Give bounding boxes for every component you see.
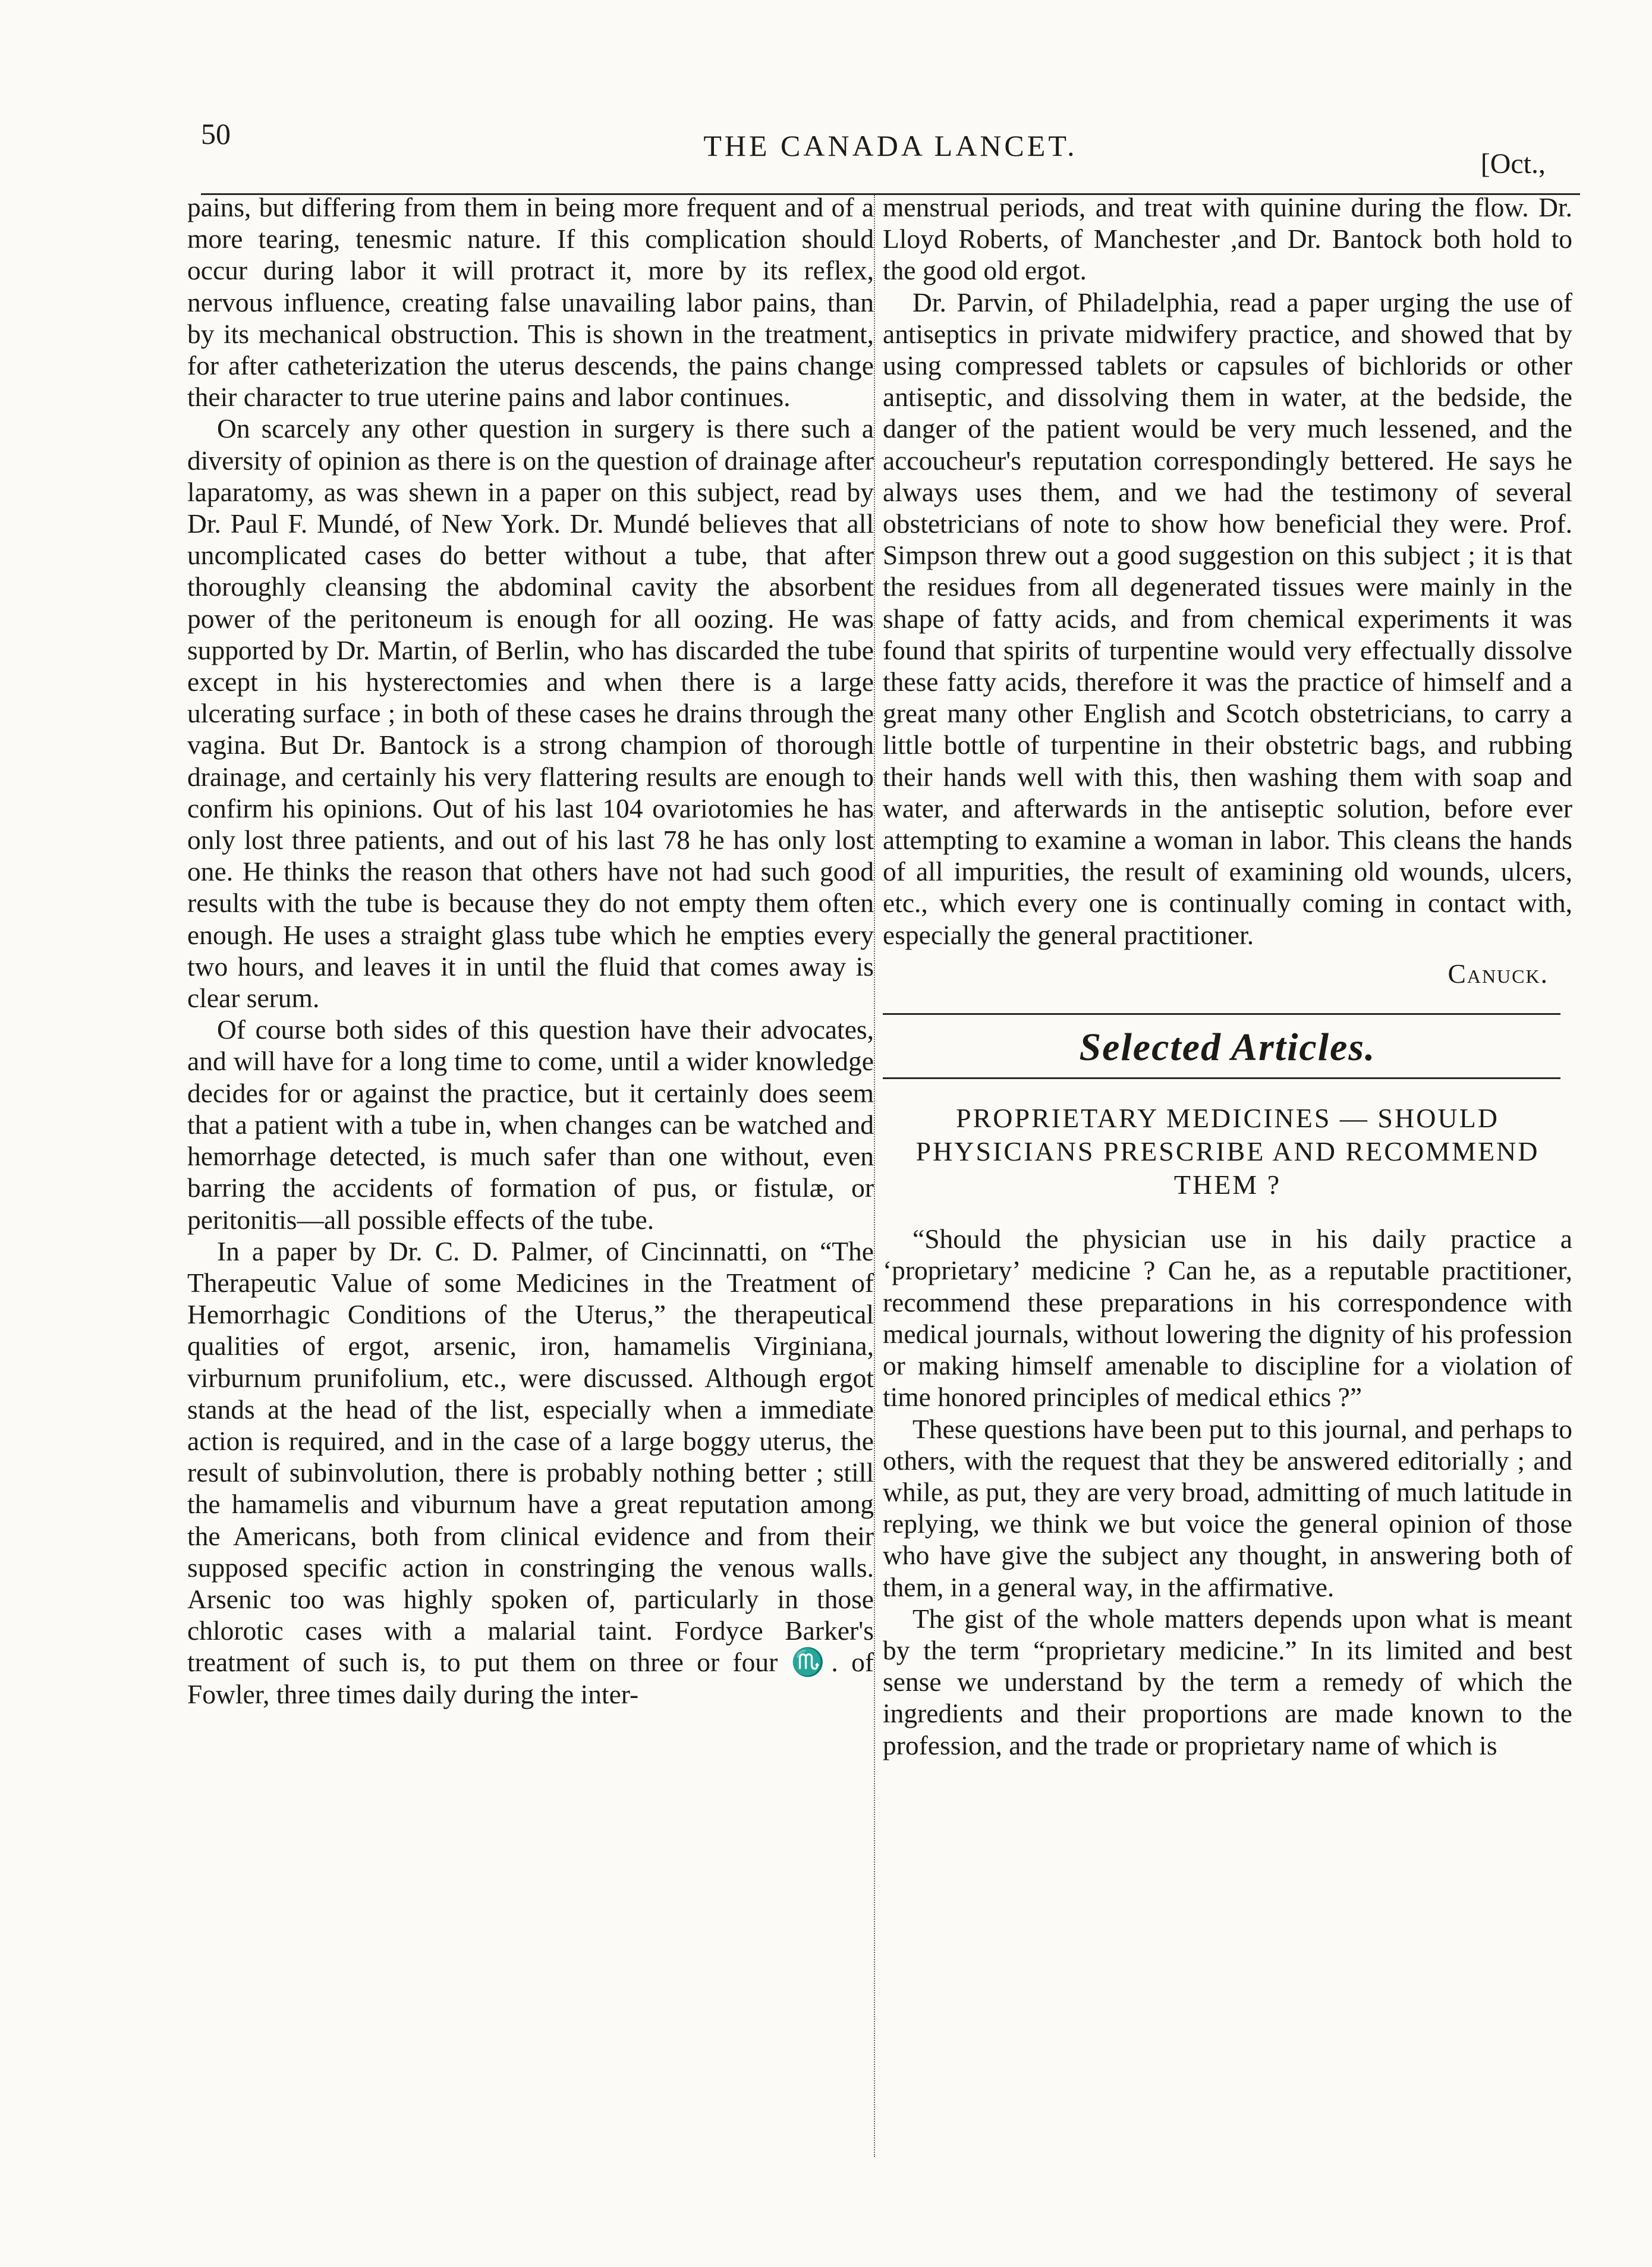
page-number: 50	[201, 117, 231, 150]
paragraph: On scarcely any other question in surgery is there such a diversity of opinion as there is on the question of drainage after laparatomy, as was shewn in a paper on this subject, read by Dr. Paul F. Mundé, of New York. Dr. Mundé believes that all uncomplicated cases do better without a tube, that after thoroughly cleansing the abdominal cavity the absorbent power of the peritoneum is enough for all oozing. He was supported by Dr. Martin, of Berlin, who has discarded the tube except in his hysterectomies and when there is a large ulcerating surface ; in both of these cases he drains through the vagina. But Dr. Bantock is a strong champion of thorough drainage, and certainly his very flattering results are enough to confirm his opinions. Out of his last 104 ovariotomies he has only lost three patients, and out of his last 78 he has only lost one. He thinks the reason that others have not had such good results with the tube is because they do not empty them often enough. He uses a straight glass tube which he empties every two hours, and leaves it in until the fluid that comes away is clear serum.	[187, 413, 874, 1014]
left-column	[187, 191, 874, 1710]
right-column	[883, 191, 1572, 1761]
paragraph: In a paper by Dr. C. D. Palmer, of Cincinnatti, on “The Therapeutic Value of some Medicines in the Treatment of Hemorrhagic Conditions of the Uterus,” the therapeutical qualities of ergot, arsenic, iron, hamamelis Virginiana, virburnum prunifolium, etc., were discussed. Although ergot stands at the head of the list, especially when a immediate action is required, and in the case of a large boggy uterus, the result of subinvolution, there is probably nothing better ; still the hamamelis and viburnum have a great reputation among the Americans, both from clinical evidence and from their supposed specific action in constringing the venous walls. Arsenic too was highly spoken of, particularly in those chlorotic cases with a malarial taint. Fordyce Barker's treatment of such is, to put them on three or four ♏. of Fowler, three times daily during the inter-	[187, 1235, 874, 1709]
author-signature: Canuck.	[1448, 958, 1549, 989]
paragraph: Dr. Parvin, of Philadelphia, read a paper urging the use of antiseptics in private midwifery practice, and showed that by using compressed tablets or capsules of bichlorids or other antiseptic, and dissolving them in water, at the bedside, the danger of the patient would be very much lessened, and the accoucheur's reputation correspondingly bettered. He says he always uses them, and we had the testimony of several obstetricians of note to show how beneficial they were. Prof. Simpson threw out a good suggestion on this subject ; it is that the residues from all degenerated tissues were mainly in the shape of fatty acids, and from chemical experiments it was found that spirits of turpentine would very effectually dissolve these fatty acids, therefore it was the practice of himself and a great many other English and Scotch obstetricians, to carry a little bottle of turpentine in their obstetric bags, and rubbing their hands well with this, then washing them with soap and water, and afterwards in the antiseptic solution, before ever attempting to examine a woman in labor. This cleans the hands of all impurities, the result of examining old wounds, ulcers, etc., which every one is continually coming in contact with, especially the general practitioner.	[883, 287, 1572, 950]
page-header	[201, 117, 1580, 182]
journal-title: THE CANADA LANCET.	[703, 129, 1078, 162]
paragraph: These questions have been put to this journal, and perhaps to others, with the request that they be answered editorially ; and while, as put, they are very broad, admitting of much latitude in replying, we think we but voice the general opinion of those who have give the subject any thought, in answering both of them, in a general way, in the affirmative.	[883, 1413, 1572, 1602]
section-rule-top	[883, 1013, 1560, 1015]
section-heading: Selected Articles.	[1079, 1026, 1376, 1070]
paragraph: pains, but differing from them in being more frequent and of a more tearing, tenesmic nature. If this complication should occur during labor it will protract it, more by its reflex, nervous influence, creating false unavailing labor pains, than by its mechanical obstruction. This is shown in the treatment, for after catheterization the uterus descends, the pains change their character to true uterine pains and labor continues.	[187, 192, 874, 413]
paragraph: menstrual periods, and treat with quinine during the flow. Dr. Lloyd Roberts, of Manchester ,and Dr. Bantock both hold to the good old ergot.	[883, 192, 1572, 286]
issue-month: [Oct.,	[1480, 148, 1546, 180]
section-rule-bottom	[883, 1077, 1560, 1079]
article-title: PROPRIETARY MEDICINES — SHOULD PHYSICIANS PRESCRIBE AND RECOMMEND THEM ?	[915, 1103, 1540, 1200]
paragraph: Of course both sides of this question have their advocates, and will have for a long time to come, until a wider knowledge decides for or against the practice, but it certainly does seem that a patient with a tube in, when changes can be watched and hemorrhage detected, is much safer than one without, even barring the accidents of formation of pus, or fistulæ, or peritonitis—all possible effects of the tube.	[187, 1014, 874, 1235]
paragraph: “Should the physician use in his daily practice a ‘proprietary’ medicine ? Can he, as a reputable practitioner, recommend these preparations in his correspondence with medical journals, without lowering the dignity of his profession or making himself amenable to discipline for a violation of time honored principles of medical ethics ?”	[883, 1224, 1572, 1413]
paragraph: The gist of the whole matters depends upon what is meant by the term “proprietary medicine.” In its limited and best sense we understand by the term a remedy of which the ingredients and their proportions are made known to the profession, and the trade or proprietary name of which is	[883, 1603, 1572, 1760]
column-divider	[874, 195, 875, 2157]
